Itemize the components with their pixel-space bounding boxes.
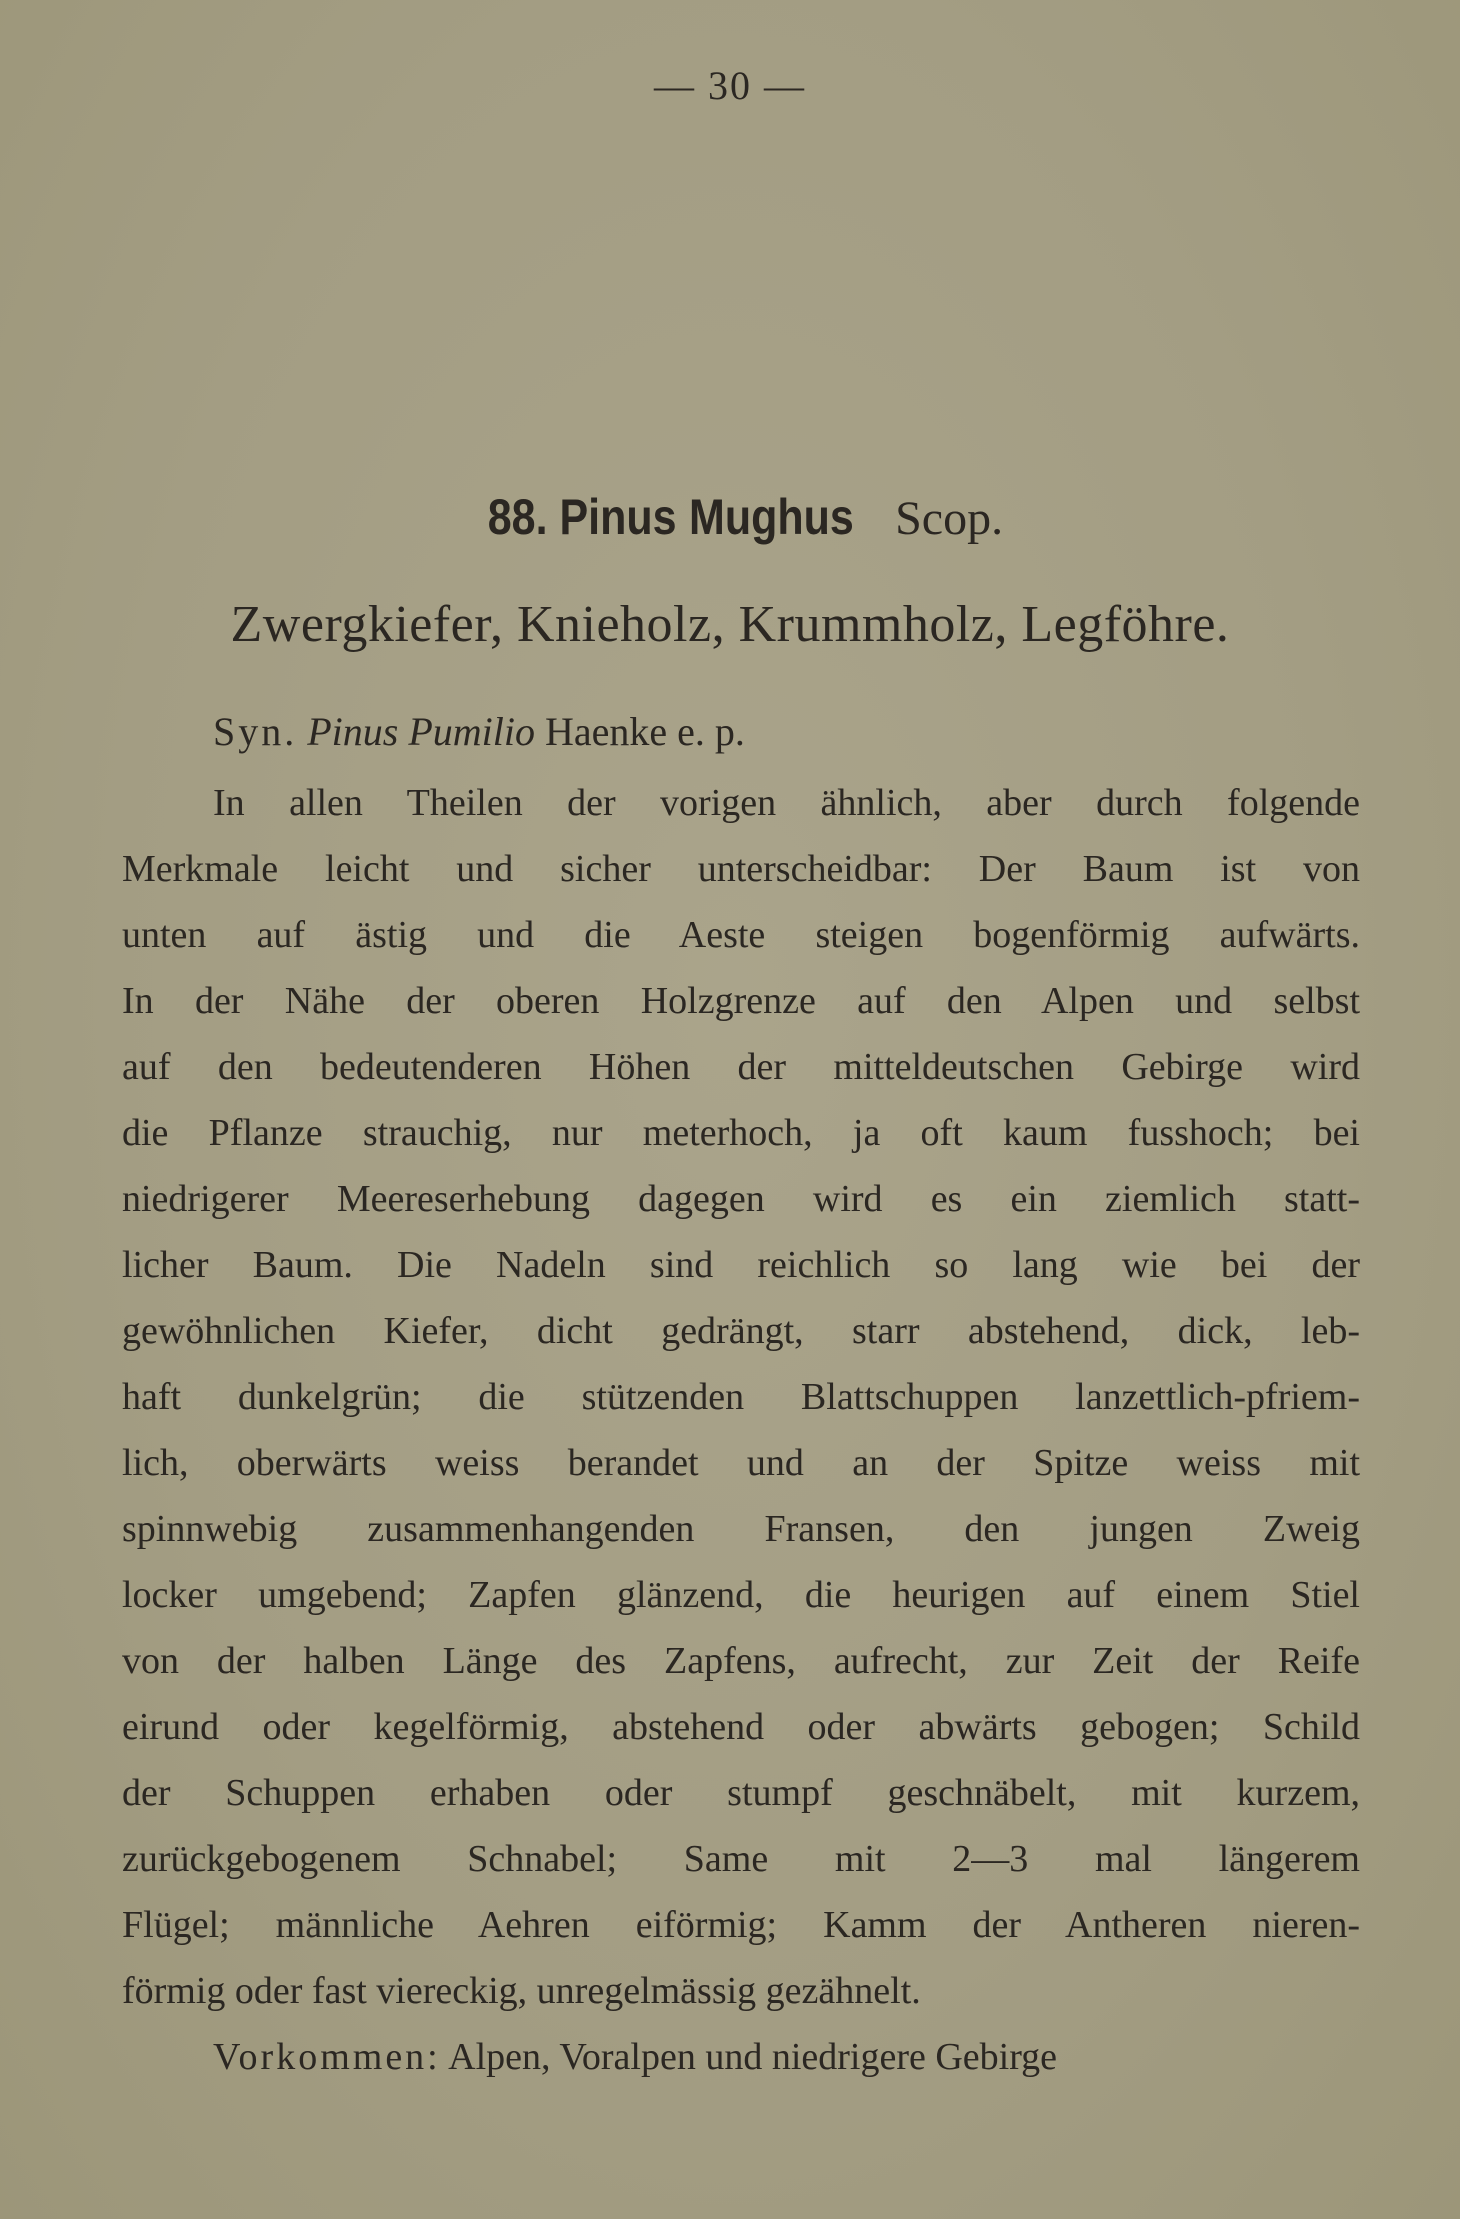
synonym-label: Syn. [213,709,298,754]
text-line: spinnwebig zusammenhangenden Fransen, den jungen Zweig [122,1508,1360,1550]
species-heading [0,488,1460,546]
text-line: von der halben Länge des Zapfens, aufrecht, zur Zeit der Reife [122,1640,1360,1682]
page-number: — 30 — [654,63,806,108]
text-line: Merkmale leicht und sicher unterscheidbar: Der Baum ist von [122,848,1360,890]
text-line: eirund oder kegelförmig, abstehend oder abwärts gebogen; Schild [122,1706,1360,1748]
text-line: gewöhnlichen Kiefer, dicht gedrängt, starr abstehend, dick, leb- [122,1310,1360,1352]
species-number-genus: 88. Pinus [487,489,677,545]
text-line: In der Nähe der oberen Holzgrenze auf den Alpen und selbst [122,980,1360,1022]
text-line: haft dunkelgrün; die stützenden Blattschuppen lanzettlich-pfriem- [122,1376,1360,1418]
species-epithet: Mughus [688,489,854,545]
text-line: niedrigerer Meereserhebung dagegen wird es ein ziemlich statt- [122,1178,1360,1220]
text-line: auf den bedeutenderen Höhen der mitteldeutschen Gebirge wird [122,1046,1360,1088]
species-author: Scop. [895,492,1004,545]
common-names: Zwergkiefer, Knieholz, Krummholz, Legföhre. [230,596,1230,653]
text-line: förmig oder fast viereckig, unregelmässig gezähnelt. [122,1970,921,2012]
synonym-author: Haenke e. p. [545,709,745,754]
occurrence-label: Vorkommen: [213,2036,441,2078]
text-line: locker umgebend; Zapfen glänzend, die heurigen auf einem Stiel [122,1574,1360,1616]
text-line: lich, oberwärts weiss berandet und an der Spitze weiss mit [122,1442,1360,1484]
synonym-line [213,708,745,755]
occurrence-text: Alpen, Voralpen und niedrigere Gebirge [448,2036,1058,2078]
description-paragraph [122,770,1360,2090]
text-line: unten auf ästig und die Aeste steigen bogenförmig aufwärts. [122,914,1360,956]
text-line: der Schuppen erhaben oder stumpf geschnäbelt, mit kurzem, [122,1772,1360,1814]
text-line: zurückgebogenem Schnabel; Same mit 2—3 mal längerem [122,1838,1360,1880]
synonym-name: Pinus Pumilio [307,709,536,754]
text-line: licher Baum. Die Nadeln sind reichlich so lang wie bei der [122,1244,1360,1286]
text-line: In allen Theilen der vorigen ähnlich, aber durch folgende [213,782,1360,824]
text-line: die Pflanze strauchig, nur meterhoch, ja oft kaum fusshoch; bei [122,1112,1360,1154]
text-line: Flügel; männliche Aehren eiförmig; Kamm der Antheren nieren- [122,1904,1360,1946]
occurrence-line [122,2024,1360,2090]
